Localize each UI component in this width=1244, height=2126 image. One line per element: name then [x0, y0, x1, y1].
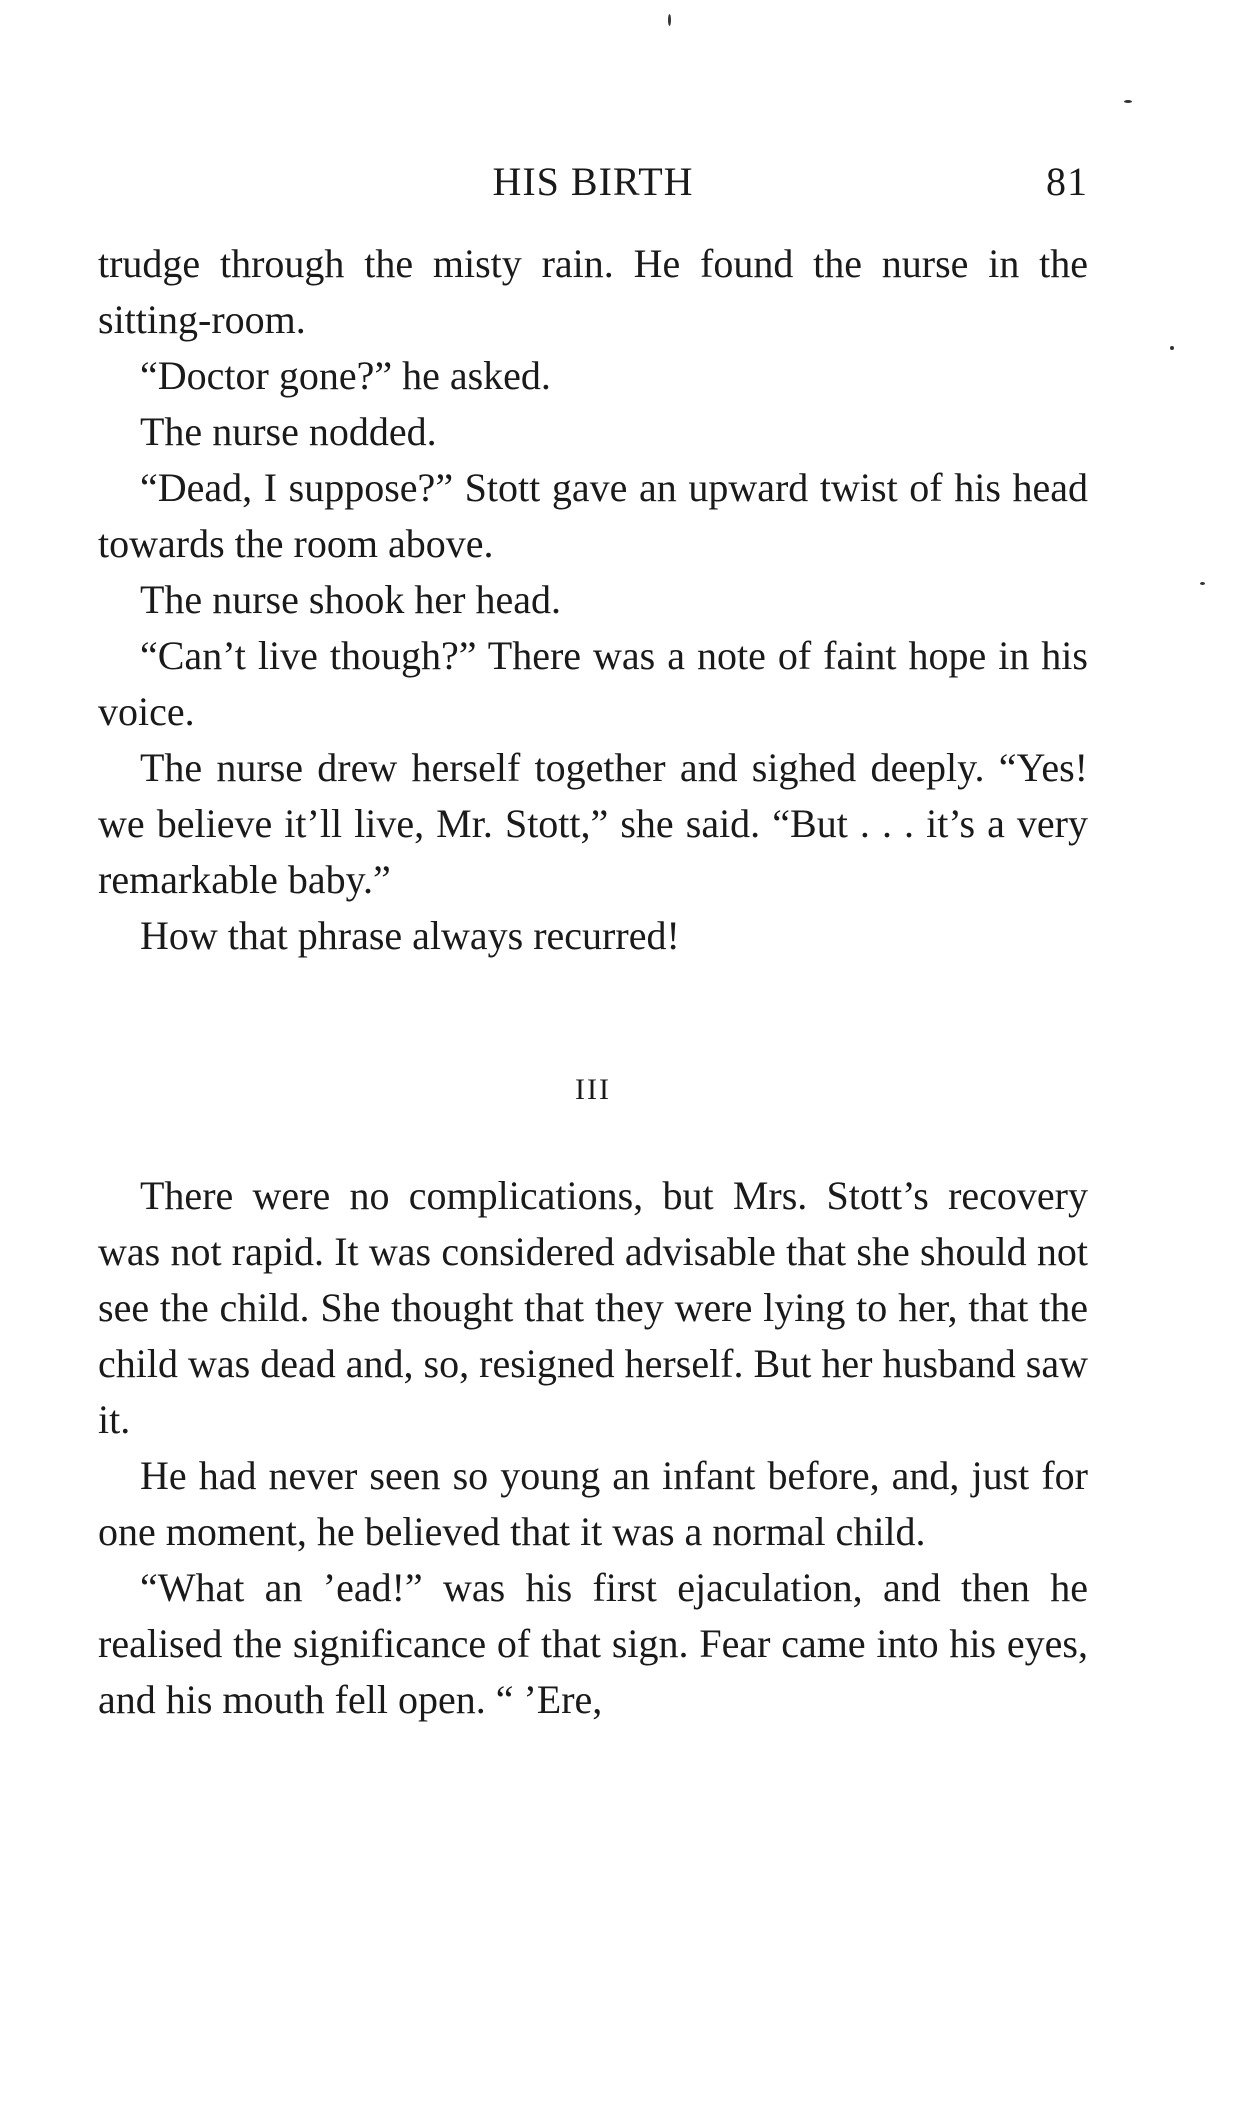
paragraph: The nurse nodded.: [140, 409, 437, 454]
scan-speck: [668, 14, 671, 26]
book-page: [98, 0, 1088, 2126]
paragraph: trudge through the misty rain. He found the nurse in the sitting-room.: [98, 241, 1088, 342]
paragraph: “Dead, I suppose?” Stott gave an upward twist of his head towards the room above.: [98, 465, 1088, 566]
paragraph: How that phrase always recurred!: [140, 913, 680, 958]
paragraph: He had never seen so young an infant before, and, just for one moment, he believed that it was a normal child.: [98, 1453, 1088, 1554]
paragraph: “Doctor gone?” he asked.: [140, 353, 551, 398]
paragraph: “What an ’ead!” was his first ejaculation, and then he realised the significance of that sign. Fear came into his eyes, and his mouth fell open. “ ’Ere,: [98, 1565, 1088, 1722]
section-number: III: [575, 1073, 611, 1106]
paragraph: “Can’t live though?” There was a note of faint hope in his voice.: [98, 633, 1088, 734]
scan-speck: [1124, 100, 1132, 103]
page-number: 81: [1046, 159, 1088, 204]
chapter-title: HIS BIRTH: [492, 159, 694, 204]
paragraph: The nurse drew herself together and sighed deeply. “Yes! we believe it’ll live, Mr. Stott,” she said. “But . . . it’s a very remarkable baby.”: [98, 745, 1088, 902]
scan-speck: [1200, 582, 1205, 585]
paragraph: The nurse shook her head.: [140, 577, 561, 622]
body-text: [98, 236, 1088, 1728]
scan-speck: [1170, 346, 1174, 350]
paragraph: There were no complications, but Mrs. Stott’s recovery was not rapid. It was considered advisable that she should not see the child. She thought that they were lying to her, that the child was dead and, so, resigned herself. But her husband saw it.: [98, 1173, 1088, 1442]
running-head: [98, 158, 1088, 214]
